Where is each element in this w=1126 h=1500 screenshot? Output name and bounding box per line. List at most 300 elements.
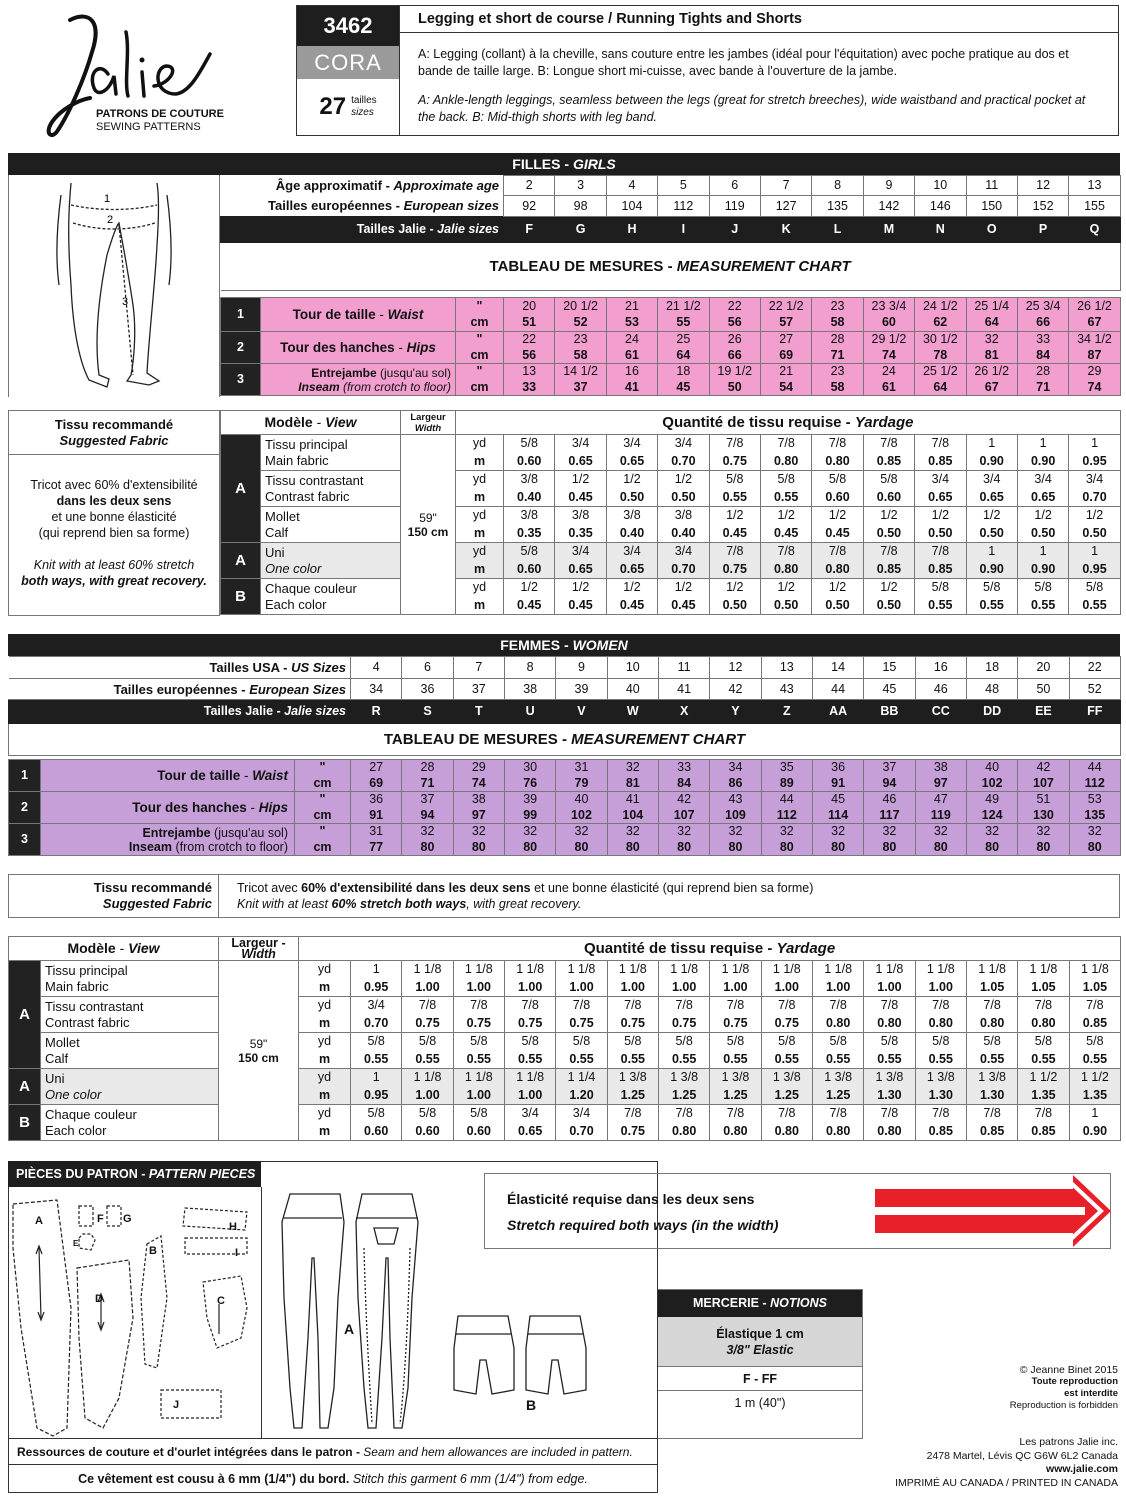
yd-cell: 7/8 <box>915 543 966 561</box>
pattern-number: 3462 <box>297 6 399 46</box>
unit-yd: yd <box>456 435 504 453</box>
age-cell: 4 <box>606 176 657 196</box>
meas-inch-cell: 28 <box>402 760 453 776</box>
yardage-row <box>9 997 1121 1015</box>
m-cell: 0.70 <box>556 1123 607 1141</box>
meas-inch-cell: 45 <box>812 792 863 808</box>
girls-euro-row: Tailles européennes - European sizes 92 98 104 112 119 127 135 142 146 150 152 155 <box>221 196 1121 217</box>
sizes-count: 27 <box>319 93 347 120</box>
yd-cell: 1 1/8 <box>1018 961 1069 979</box>
m-cell: 0.50 <box>966 525 1017 543</box>
m-cell: 0.50 <box>760 597 811 615</box>
meas-inch-cell: 32 <box>556 824 607 840</box>
yd-cell: 7/8 <box>761 997 812 1015</box>
yd-cell: 5/8 <box>710 1033 761 1051</box>
women-measurement-table <box>8 759 1121 856</box>
yd-cell: 1 3/8 <box>915 1069 966 1087</box>
age-cell: 12 <box>1017 176 1068 196</box>
meas-inch-cell: 21 1/2 <box>658 298 709 315</box>
m-cell: 0.55 <box>915 1051 966 1069</box>
meas-cm-cell: 57 <box>760 315 811 332</box>
yd-cell: 7/8 <box>658 997 709 1015</box>
yd-cell: 1/2 <box>606 579 657 597</box>
meas-inch-cell: 29 1/2 <box>863 332 914 348</box>
m-cell: 0.80 <box>864 1123 915 1141</box>
meas-inch-cell: 26 1/2 <box>1069 298 1120 315</box>
m-cell: 0.75 <box>710 1015 761 1033</box>
meas-cm-cell: 69 <box>351 776 402 792</box>
m-cell: 0.45 <box>555 489 606 507</box>
yd-cell: 3/4 <box>555 543 606 561</box>
meas-inch-cell: 26 <box>709 332 760 348</box>
meas-cm-cell: 80 <box>504 840 555 856</box>
yd-cell: 7/8 <box>915 435 966 453</box>
meas-number: 1 <box>221 298 261 332</box>
meas-cm-cell: 97 <box>915 776 966 792</box>
yd-cell: 1/2 <box>504 579 555 597</box>
yd-cell: 1/2 <box>915 507 966 525</box>
unit-yd: yd <box>299 1105 351 1123</box>
unit-yd: yd <box>299 961 351 979</box>
piece-label-b: B <box>149 1245 157 1257</box>
yd-cell: 7/8 <box>812 1105 863 1123</box>
m-cell: 0.50 <box>709 597 760 615</box>
m-cell: 1.00 <box>607 979 658 997</box>
meas-cm-cell: 58 <box>812 315 863 332</box>
meas-cm-cell: 51 <box>504 315 555 332</box>
m-cell: 0.90 <box>1069 1123 1121 1141</box>
m-cell: 1.00 <box>505 979 556 997</box>
m-cell: 0.75 <box>658 1015 709 1033</box>
meas-inch-cell: 40 <box>966 760 1017 776</box>
unit-yd: yd <box>456 471 504 489</box>
m-cell: 1.20 <box>556 1087 607 1105</box>
meas-cm-cell: 112 <box>1069 776 1120 792</box>
m-cell: 0.55 <box>710 1051 761 1069</box>
m-cell: 0.80 <box>864 1015 915 1033</box>
m-cell: 0.80 <box>1018 1015 1069 1033</box>
m-cell: 0.55 <box>1069 597 1120 615</box>
m-cell: 0.55 <box>761 1051 812 1069</box>
unit-m: m <box>299 1087 351 1105</box>
meas-inch-cell: 23 <box>812 364 863 380</box>
meas-inch-cell: 28 <box>1017 364 1068 380</box>
yd-cell: 1 1/8 <box>864 961 915 979</box>
meas-cm-cell: 112 <box>761 808 812 824</box>
m-cell: 1.00 <box>556 979 607 997</box>
meas-cm-cell: 74 <box>1069 380 1120 396</box>
meas-cm-cell: 119 <box>915 808 966 824</box>
unit-cm: cm <box>295 776 351 792</box>
yd-cell: 1 3/8 <box>658 1069 709 1087</box>
m-cell: 0.80 <box>812 561 863 579</box>
m-cell: 0.55 <box>556 1051 607 1069</box>
m-cell: 0.90 <box>966 561 1017 579</box>
yardage-row <box>9 1105 1121 1123</box>
meas-cm-cell: 64 <box>915 380 966 396</box>
meas-inch-cell: 32 <box>966 824 1017 840</box>
yd-cell: 1 1/8 <box>402 1069 453 1087</box>
m-cell: 0.55 <box>966 597 1017 615</box>
m-cell: 0.55 <box>351 1051 402 1069</box>
fabric-label: Mollet Calf <box>261 507 401 543</box>
notions-title: MERCERIE - NOTIONS <box>658 1290 862 1317</box>
notions-box: MERCERIE - NOTIONS Élastique 1 cm 3/8" Elastic F - FF 1 m (40") <box>658 1289 863 1439</box>
yardage-row <box>9 1069 1121 1087</box>
m-cell: 0.80 <box>761 1123 812 1141</box>
notions-qty: 1 m (40") <box>734 1396 786 1410</box>
unit-m: m <box>299 1015 351 1033</box>
meas-number: 3 <box>9 824 41 856</box>
m-cell: 1.00 <box>710 979 761 997</box>
women-yardage-header <box>9 937 1121 961</box>
m-cell: 1.00 <box>658 979 709 997</box>
yd-cell: 7/8 <box>505 997 556 1015</box>
m-cell: 0.80 <box>760 453 811 471</box>
yd-cell: 7/8 <box>864 997 915 1015</box>
yd-cell: 5/8 <box>915 1033 966 1051</box>
age-cell: 8 <box>812 176 863 196</box>
women-meas-row <box>9 824 1121 840</box>
view-label-a: A <box>344 1321 355 1337</box>
meas-inch-cell: 21 <box>760 364 811 380</box>
yd-cell: 1 1/8 <box>505 961 556 979</box>
m-cell: 0.60 <box>402 1123 453 1141</box>
m-cell: 0.55 <box>402 1051 453 1069</box>
yardage-header: Quantité de tissu requise - Yardage <box>299 937 1121 961</box>
age-cell: 3 <box>555 176 606 196</box>
yd-cell: 5/8 <box>453 1105 504 1123</box>
yd-cell: 1/2 <box>863 507 914 525</box>
yd-cell: 7/8 <box>760 435 811 453</box>
m-cell: 0.65 <box>555 561 606 579</box>
m-cell: 0.75 <box>607 1123 658 1141</box>
yd-cell: 1 1/8 <box>402 961 453 979</box>
meas-number: 2 <box>9 792 41 824</box>
meas-cm-cell: 50 <box>709 380 760 396</box>
meas-label: Entrejambe (jusqu'au sol) Inseam (from crotch to floor) <box>41 824 295 856</box>
meas-cm-cell: 99 <box>504 808 555 824</box>
m-cell: 0.60 <box>812 489 863 507</box>
meas-inch-cell: 24 <box>606 332 657 348</box>
yd-cell: 3/4 <box>556 1105 607 1123</box>
m-cell: 1.00 <box>915 979 966 997</box>
yd-cell: 3/4 <box>351 997 402 1015</box>
brand-line1: PATRONS DE COUTURE <box>96 108 224 120</box>
yd-cell: 7/8 <box>966 997 1017 1015</box>
yardage-row <box>9 961 1121 979</box>
m-cell: 0.35 <box>555 525 606 543</box>
yd-cell: 7/8 <box>710 997 761 1015</box>
stitch-note: Ce vêtement est cousu à 6 mm (1/4") du bord. Stitch this garment 6 mm (1/4") from edge. <box>8 1465 658 1493</box>
yd-cell: 3/4 <box>606 543 657 561</box>
fabric-label: Chaque couleur Each color <box>261 579 401 615</box>
unit-yd: yd <box>456 507 504 525</box>
m-cell: 0.50 <box>812 597 863 615</box>
piece-label-g: G <box>123 1213 132 1225</box>
m-cell: 0.55 <box>915 597 966 615</box>
yd-cell: 5/8 <box>1018 1033 1069 1051</box>
yd-cell: 5/8 <box>863 471 914 489</box>
meas-inch-cell: 33 <box>658 760 709 776</box>
meas-cm-cell: 80 <box>966 840 1017 856</box>
meas-cm-cell: 80 <box>402 840 453 856</box>
meas-inch-cell: 29 <box>453 760 504 776</box>
yardage-row <box>221 471 1121 489</box>
women-chart-title: TABLEAU DE MESURES - MEASUREMENT CHART <box>9 724 1121 756</box>
yd-cell: 1/2 <box>760 579 811 597</box>
meas-inch-cell: 38 <box>453 792 504 808</box>
meas-inch-cell: 28 <box>812 332 863 348</box>
yd-cell: 5/8 <box>709 471 760 489</box>
meas-inch-cell: 23 <box>812 298 863 315</box>
m-cell: 0.45 <box>606 597 657 615</box>
yd-cell: 7/8 <box>761 1105 812 1123</box>
shorts-back <box>526 1316 586 1394</box>
yd-cell: 7/8 <box>760 543 811 561</box>
meas-inch-cell: 31 <box>351 824 402 840</box>
girls-size-table <box>220 175 1121 291</box>
piece-label-i: I <box>235 1247 239 1259</box>
meas-cm-cell: 74 <box>453 776 504 792</box>
yd-cell: 1 3/8 <box>966 1069 1017 1087</box>
m-cell: 1.35 <box>1018 1087 1069 1105</box>
m-cell: 0.80 <box>812 453 863 471</box>
meas-inch-cell: 16 <box>606 364 657 380</box>
yardage-row <box>221 543 1121 561</box>
width-header: Largeur Width <box>401 411 456 435</box>
m-cell: 0.45 <box>709 525 760 543</box>
meas-cm-cell: 77 <box>351 840 402 856</box>
m-cell: 0.65 <box>1017 489 1068 507</box>
m-cell: 0.60 <box>351 1123 402 1141</box>
meas-cm-cell: 64 <box>658 348 709 364</box>
m-cell: 0.55 <box>864 1051 915 1069</box>
yd-cell: 5/8 <box>658 1033 709 1051</box>
m-cell: 0.90 <box>966 453 1017 471</box>
m-cell: 1.00 <box>453 1087 504 1105</box>
yd-cell: 1 1/8 <box>812 961 863 979</box>
m-cell: 0.40 <box>606 525 657 543</box>
meas-cm-cell: 80 <box>658 840 709 856</box>
meas-inch-cell: 32 <box>864 824 915 840</box>
brand-line2: SEWING PATTERNS <box>96 121 201 133</box>
pattern-pieces-title: PIÈCES DU PATRON - PATTERN PIECES <box>8 1161 261 1187</box>
meas-cm-cell: 97 <box>453 808 504 824</box>
yd-cell: 7/8 <box>812 997 863 1015</box>
yd-cell: 3/8 <box>658 507 709 525</box>
meas-inch-cell: 32 <box>607 760 658 776</box>
yd-cell: 1 1/8 <box>761 961 812 979</box>
m-cell: 1.00 <box>505 1087 556 1105</box>
pattern-id-box <box>296 5 400 136</box>
meas-inch-cell: 27 <box>351 760 402 776</box>
yd-cell: 5/8 <box>504 435 555 453</box>
unit-inch: " <box>295 792 351 808</box>
yd-cell: 3/4 <box>1017 471 1068 489</box>
girls-fabric-title-fr: Tissu recommandé <box>54 417 174 432</box>
yd-cell: 3/8 <box>504 507 555 525</box>
meas-cm-cell: 102 <box>556 808 607 824</box>
yd-cell: 1 <box>1017 435 1068 453</box>
meas-inch-cell: 51 <box>1018 792 1069 808</box>
m-cell: 1.05 <box>966 979 1017 997</box>
yd-cell: 3/8 <box>555 507 606 525</box>
meas-cm-cell: 52 <box>555 315 606 332</box>
yd-cell: 1 3/8 <box>812 1069 863 1087</box>
m-cell: 0.60 <box>504 561 555 579</box>
leggings-front <box>282 1194 344 1428</box>
m-cell: 1.25 <box>658 1087 709 1105</box>
yd-cell: 3/4 <box>915 471 966 489</box>
meas-inch-cell: 35 <box>761 760 812 776</box>
unit-m: m <box>456 597 504 615</box>
m-cell: 0.85 <box>1018 1123 1069 1141</box>
meas-cm-cell: 74 <box>863 348 914 364</box>
yd-cell: 1 1/8 <box>607 961 658 979</box>
m-cell: 0.95 <box>1069 561 1120 579</box>
meas-inch-cell: 32 <box>402 824 453 840</box>
meas-cm-cell: 80 <box>453 840 504 856</box>
meas-cm-cell: 94 <box>402 808 453 824</box>
age-cell: 11 <box>966 176 1017 196</box>
m-cell: 1.05 <box>1018 979 1069 997</box>
meas-inch-cell: 32 <box>453 824 504 840</box>
yd-cell: 1 1/2 <box>1018 1069 1069 1087</box>
yd-cell: 1 <box>1069 1105 1121 1123</box>
m-cell: 1.35 <box>1069 1087 1121 1105</box>
m-cell: 1.00 <box>864 979 915 997</box>
meas-inch-cell: 34 1/2 <box>1069 332 1120 348</box>
meas-cm-cell: 56 <box>709 315 760 332</box>
m-cell: 0.80 <box>812 1015 863 1033</box>
age-cell: 9 <box>863 176 914 196</box>
yardage-row <box>221 579 1121 597</box>
yd-cell: 7/8 <box>709 543 760 561</box>
piece-label-e: E <box>73 1239 79 1248</box>
fabric-label: Tissu contrastant Contrast fabric <box>41 997 219 1033</box>
yd-cell: 1 1/8 <box>453 1069 504 1087</box>
m-cell: 0.45 <box>555 597 606 615</box>
yd-cell: 7/8 <box>709 435 760 453</box>
pattern-desc-fr: A: Legging (collant) à la cheville, sans couture entre les jambes (idéal pour l'équitation) avec poche pratique au dos et bande de taille large. B: Longue short mi-cuisse, avec bande à l'ouverture de la jambe. <box>418 47 1069 78</box>
girls-jalie-row: Tailles Jalie - Jalie sizes F G H I J K L M N O P Q <box>221 217 1121 243</box>
yd-cell: 3/4 <box>658 435 709 453</box>
m-cell: 0.85 <box>915 561 966 579</box>
meas-inch-cell: 22 1/2 <box>760 298 811 315</box>
yd-cell: 7/8 <box>556 997 607 1015</box>
unit-inch: " <box>295 760 351 776</box>
meas-inch-cell: 25 1/4 <box>966 298 1017 315</box>
m-cell: 1.30 <box>864 1087 915 1105</box>
view-header: Modèle - View <box>9 937 219 961</box>
view-letter: B <box>9 1105 41 1141</box>
yd-cell: 1 1/8 <box>453 961 504 979</box>
yd-cell: 1 3/8 <box>607 1069 658 1087</box>
meas-inch-cell: 43 <box>710 792 761 808</box>
m-cell: 0.50 <box>658 489 709 507</box>
unit-cm: cm <box>456 348 504 364</box>
meas-cm-cell: 87 <box>1069 348 1120 364</box>
women-size-table: Tailles USA - US Sizes 4 6 7 8 9 10 11 12 13 14 15 16 18 20 22 Tailles européennes - European Sizes 34 36 37 38 39 40 41 42 43 44 45 46 48 50 52 Tailles Jalie - Jalie sizes R S T U V W X Y Z AA BB CC DD EE FF TABLEAU DE MESURES - MEASUREMENT CHART <box>8 656 1121 756</box>
yd-cell: 5/8 <box>966 579 1017 597</box>
meas-inch-cell: 37 <box>402 792 453 808</box>
girls-figure <box>8 175 220 397</box>
m-cell: 0.50 <box>606 489 657 507</box>
women-meas-row <box>9 792 1121 808</box>
yd-cell: 1 3/8 <box>710 1069 761 1087</box>
meas-inch-cell: 20 <box>504 298 555 315</box>
seam-allowance-note: Ressources de couture et d'ourlet intégrées dans le patron - Seam and hem allowances are included in pattern. <box>8 1439 658 1465</box>
meas-cm-cell: 124 <box>966 808 1017 824</box>
m-cell: 0.55 <box>966 1051 1017 1069</box>
meas-label: Tour des hanches - Hips <box>261 332 456 364</box>
m-cell: 0.80 <box>966 1015 1017 1033</box>
meas-inch-cell: 22 <box>504 332 555 348</box>
girls-yardage-table <box>220 410 1121 615</box>
m-cell: 0.90 <box>1017 453 1068 471</box>
meas-cm-cell: 58 <box>812 380 863 396</box>
meas-cm-cell: 61 <box>606 348 657 364</box>
meas-inch-cell: 44 <box>1069 760 1120 776</box>
leggings-back <box>356 1194 418 1428</box>
yd-cell: 1 1/8 <box>505 1069 556 1087</box>
unit-yd: yd <box>299 997 351 1015</box>
yd-cell: 1/2 <box>760 507 811 525</box>
meas-inch-cell: 23 <box>555 332 606 348</box>
yd-cell: 1 1/8 <box>1069 961 1121 979</box>
yd-cell: 3/4 <box>658 543 709 561</box>
meas-cm-cell: 66 <box>1017 315 1068 332</box>
yd-cell: 5/8 <box>1069 1033 1121 1051</box>
m-cell: 0.40 <box>658 525 709 543</box>
m-cell: 0.85 <box>863 453 914 471</box>
yd-cell: 1/2 <box>658 579 709 597</box>
meas-cm-cell: 114 <box>812 808 863 824</box>
m-cell: 0.85 <box>966 1123 1017 1141</box>
m-cell: 0.80 <box>658 1123 709 1141</box>
yd-cell: 7/8 <box>1069 997 1121 1015</box>
m-cell: 1.00 <box>402 979 453 997</box>
meas-number: 1 <box>9 760 41 792</box>
meas-cm-cell: 61 <box>863 380 914 396</box>
stretch-arrow-icon <box>875 1175 1111 1247</box>
yd-cell: 5/8 <box>812 471 863 489</box>
meas-inch-cell: 32 <box>710 824 761 840</box>
meas-cm-cell: 33 <box>504 380 555 396</box>
m-cell: 0.65 <box>966 489 1017 507</box>
meas-cm-cell: 130 <box>1018 808 1069 824</box>
m-cell: 0.55 <box>1018 1051 1069 1069</box>
yd-cell: 1 1/8 <box>710 961 761 979</box>
yd-cell: 1/2 <box>1017 507 1068 525</box>
m-cell: 0.85 <box>915 1123 966 1141</box>
m-cell: 0.75 <box>761 1015 812 1033</box>
stretch-box <box>484 1173 1111 1249</box>
meas-cm-cell: 107 <box>1018 776 1069 792</box>
m-cell: 0.70 <box>658 561 709 579</box>
yd-cell: 5/8 <box>453 1033 504 1051</box>
m-cell: 0.60 <box>504 453 555 471</box>
yd-cell: 3/4 <box>505 1105 556 1123</box>
fabric-width: 59" 150 cm <box>401 435 456 615</box>
meas-cm-cell: 67 <box>966 380 1017 396</box>
m-cell: 0.50 <box>863 597 914 615</box>
meas-cm-cell: 104 <box>607 808 658 824</box>
yd-cell: 5/8 <box>351 1105 402 1123</box>
m-cell: 0.65 <box>606 453 657 471</box>
meas-inch-cell: 25 3/4 <box>1017 298 1068 315</box>
